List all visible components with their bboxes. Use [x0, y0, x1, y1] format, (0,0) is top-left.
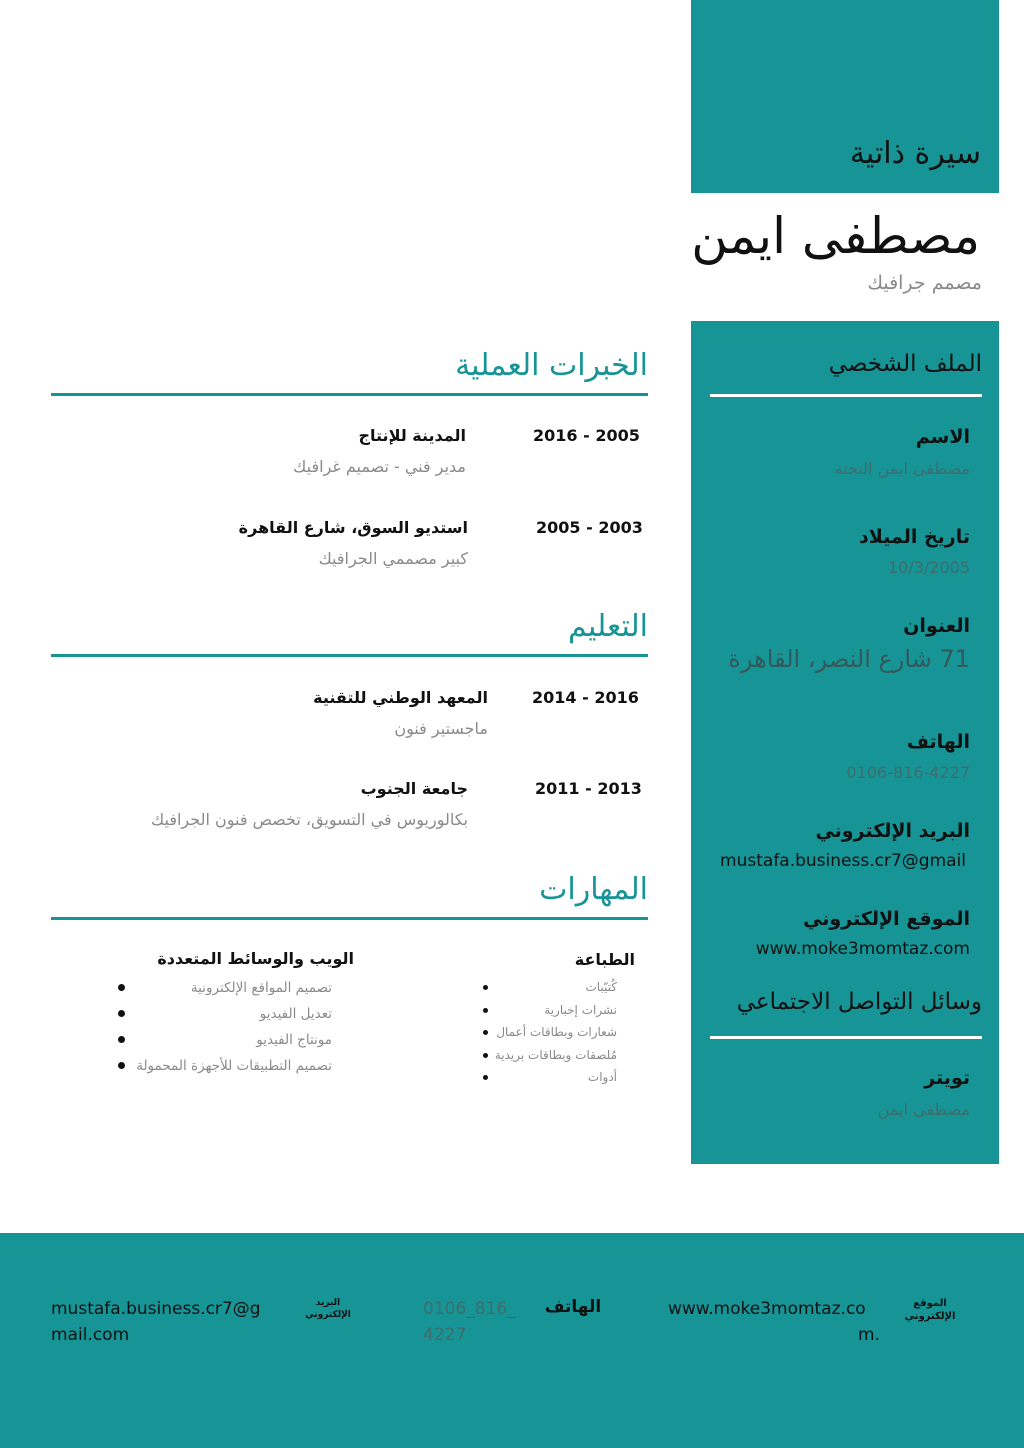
experience-item-subtitle: مدير فني - تصميم غرافيك — [293, 457, 466, 476]
profile-heading: الملف الشخصي — [828, 351, 982, 377]
social-divider — [710, 1036, 982, 1039]
person-name: مصطفى ايمن — [691, 207, 980, 265]
footer-website-line: www.moke3momtaz.co — [668, 1299, 866, 1319]
phone-label: الهاتف — [906, 731, 970, 753]
social-heading: وسائل التواصل الاجتماعي — [736, 989, 982, 1015]
experience-item-title: المدينة للإنتاج — [358, 426, 466, 445]
skill-item: مُلصقات وبطاقات بريدية — [495, 1044, 617, 1067]
education-item-dates: 2014 - 2016 — [532, 688, 639, 707]
footer-email-line: mustafa.business.cr7@g — [51, 1299, 261, 1319]
address-label: العنوان — [903, 615, 970, 637]
footer-phone-label: الهاتف — [544, 1297, 602, 1317]
experience-item-subtitle: كبير مصممي الجرافيك — [318, 549, 468, 568]
skills-heading: المهارات — [539, 872, 648, 907]
education-divider — [51, 654, 648, 657]
footer-phone-value — [423, 1296, 516, 1348]
footer-website-label: الموقع الإلكتروني — [904, 1298, 956, 1322]
skill-item: كُتيّبات — [495, 976, 617, 999]
cv-title: سيرة ذاتية — [849, 136, 981, 171]
experience-item-title: استديو السوق، شارع القاهرة — [238, 518, 468, 537]
footer-website-value — [668, 1296, 880, 1348]
twitter-value: مصطفى ايمن — [877, 1100, 970, 1119]
website-value: www.moke3momtaz.com — [755, 939, 970, 959]
twitter-label: تويتر — [924, 1067, 970, 1089]
education-item-dates: 2011 - 2013 — [535, 779, 642, 798]
skill-group-list — [495, 976, 617, 1089]
skill-group-title: الطباعة — [574, 950, 635, 969]
experience-item-dates: 2016 - 2005 — [533, 426, 640, 445]
skill-group-list — [136, 975, 332, 1079]
education-item-subtitle: ماجستير فنون — [394, 719, 488, 738]
footer-email-label: البريد الإلكتروني — [305, 1298, 351, 1320]
phone-value: 0106-816-4227 — [846, 763, 970, 782]
education-item-title: المعهد الوطني للتقنية — [313, 688, 488, 707]
skill-item: نشرات إخبارية — [495, 999, 617, 1022]
education-item-title: جامعة الجنوب — [360, 779, 468, 798]
footer-phone-line: 4227 — [423, 1325, 467, 1345]
skills-divider — [51, 917, 648, 920]
address-value: 71 شارع النصر، القاهرة — [728, 645, 970, 673]
skill-item: تصميم التطبيقات للأجهزة المحمولة — [136, 1053, 332, 1079]
footer-phone-line: 0106_816_ — [423, 1299, 516, 1319]
education-heading: التعليم — [568, 609, 648, 644]
birth-value: 10/3/2005 — [887, 558, 970, 577]
skill-item: تصميم المواقع الإلكترونية — [136, 975, 332, 1001]
skill-item: مونتاج الفيديو — [136, 1027, 332, 1053]
birth-label: تاريخ الميلاد — [859, 526, 970, 548]
profile-divider — [710, 394, 982, 397]
skill-group-title: الويب والوسائط المتعددة — [157, 949, 354, 968]
name-value: مصطفى ايمن النحته — [834, 459, 970, 478]
profile-sidebar — [691, 321, 999, 1164]
header-box — [691, 0, 999, 193]
footer — [0, 1233, 1024, 1448]
experience-heading: الخبرات العملية — [455, 348, 648, 383]
skill-item: أدوات — [495, 1066, 617, 1089]
skill-item: شعارات وبطاقات أعمال — [495, 1021, 617, 1044]
experience-item-dates: 2005 - 2003 — [536, 518, 643, 537]
education-item-subtitle: بكالوريوس في التسويق، تخصص فنون الجرافيك — [151, 810, 468, 829]
footer-website-line: m. — [858, 1325, 880, 1345]
experience-divider — [51, 393, 648, 396]
email-value: mustafa.business.cr7@gmail — [720, 851, 966, 871]
email-label: البريد الإلكتروني — [815, 820, 970, 842]
footer-email-line: mail.com — [51, 1325, 130, 1345]
website-label: الموقع الإلكتروني — [803, 908, 970, 930]
name-label: الاسم — [915, 426, 970, 448]
footer-email-value — [51, 1296, 261, 1348]
skill-item: تعديل الفيديو — [136, 1001, 332, 1027]
job-title: مصمم جرافيك — [867, 272, 982, 294]
